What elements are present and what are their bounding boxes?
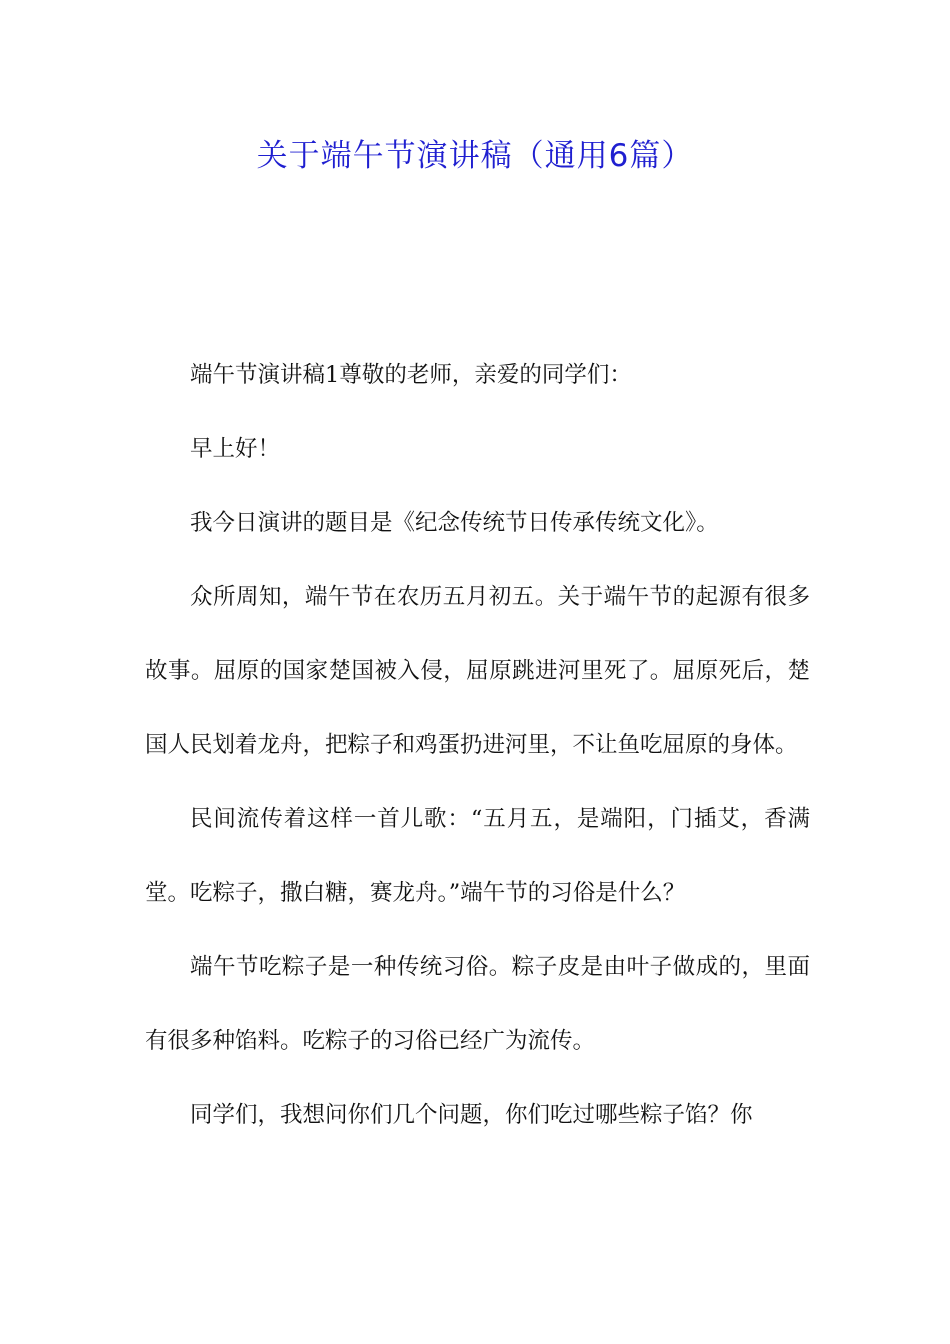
paragraph-greeting: 端午节演讲稿1尊敬的老师，亲爱的同学们：: [190, 362, 632, 388]
paragraph-question: 同学们，我想问你们几个问题，你们吃过哪些粽子馅？你: [190, 1102, 753, 1128]
paragraph-zongzi: 端午节吃粽子是一种传统习俗。粽子皮是由叶子做成的，里面有很多种馅料。吃粽子的习俗已经广为流传。: [145, 954, 810, 1054]
paragraph-origin: 众所周知，端午节在农历五月初五。关于端午节的起源有很多故事。屈原的国家楚国被入侵，屈原跳进河里死了。屈原死后，楚国人民划着龙舟，把粽子和鸡蛋扔进河里，不让鱼吃屈原的身体。: [145, 584, 810, 758]
document-body: [145, 338, 810, 1152]
paragraph-good-morning: 早上好！: [190, 436, 281, 462]
document-title: 关于端午节演讲稿（通用6篇）: [256, 138, 694, 174]
paragraph-topic: 我今日演讲的题目是《纪念传统节日传承传统文化》。: [190, 510, 719, 536]
paragraph-folk-song: 民间流传着这样一首儿歌：“五月五，是端阳，门插艾，香满堂。吃粽子，撒白糖，赛龙舟。”端午节的习俗是什么？: [145, 806, 810, 906]
